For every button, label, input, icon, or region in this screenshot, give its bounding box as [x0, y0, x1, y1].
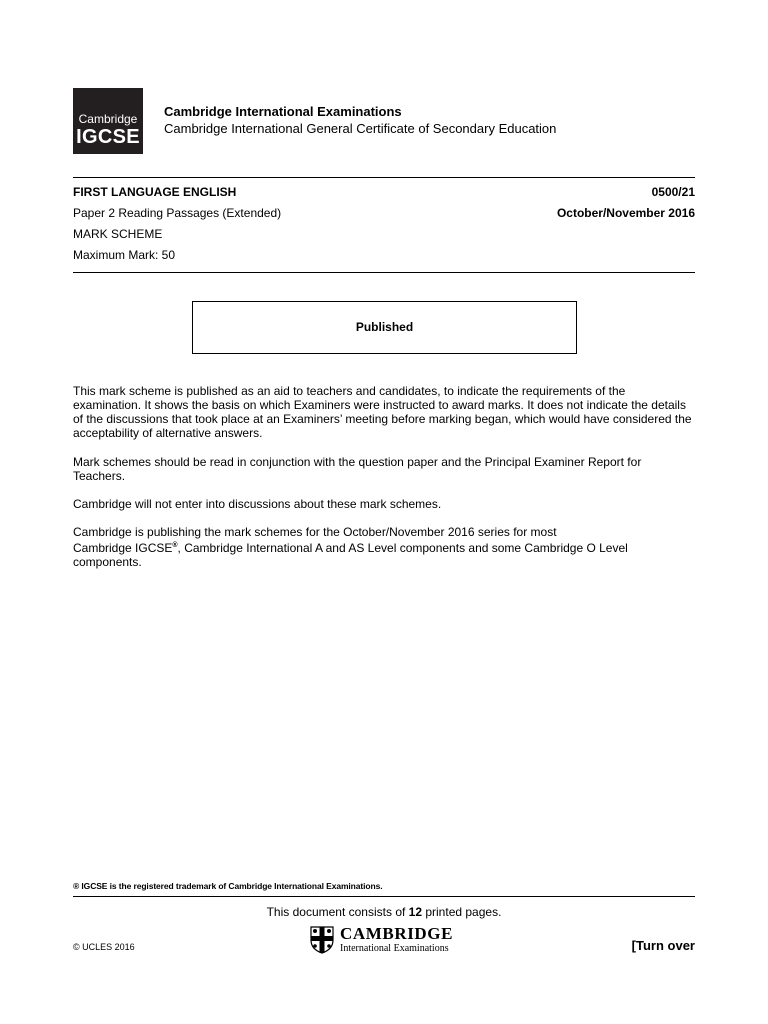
cambridge-wordmark: CAMBRIDGE	[340, 924, 454, 943]
exam-session: October/November 2016	[556, 206, 695, 220]
org-name: Cambridge International Examinations	[164, 104, 402, 119]
page-count	[0, 905, 768, 919]
discussion-paragraph: Cambridge will not enter into discussions about these mark schemes.	[73, 497, 442, 511]
igcse-logo	[73, 88, 143, 154]
divider-footer	[73, 896, 695, 897]
turn-over: [Turn over	[631, 938, 695, 953]
publishing-text-2: Cambridge IGCSE	[73, 541, 173, 555]
paper-title: Paper 2 Reading Passages (Extended)	[73, 206, 282, 220]
page-count-post: printed pages.	[422, 905, 502, 919]
logo-igcse-text: IGCSE	[76, 126, 140, 148]
maximum-mark: Maximum Mark: 50	[73, 248, 176, 262]
trademark-notice: ® IGCSE is the registered trademark of Cambridge International Examinations.	[73, 881, 383, 891]
cambridge-crest-icon	[310, 926, 334, 954]
copyright: © UCLES 2016	[73, 942, 135, 952]
registered-mark: ®	[172, 542, 178, 549]
published-box: Published	[192, 301, 577, 354]
subject-title: FIRST LANGUAGE ENGLISH	[73, 185, 237, 199]
publishing-text-1: Cambridge is publishing the mark schemes for the October/November 2016 series for most	[73, 525, 557, 539]
header-organisation	[164, 104, 556, 137]
intro-paragraph: This mark scheme is published as an aid to teachers and candidates, to indicate the requirements of the examination. It shows the basis on which Examiners were instructed to award marks. It does not indicate the details of the discussions that took place at an Examiners’ meeting before marking began, which would have considered the acceptability of alternative answers.	[73, 384, 692, 440]
logo-cambridge-text: Cambridge	[78, 112, 138, 126]
certificate-name: Cambridge International General Certificate of Secondary Education	[164, 121, 557, 136]
conjunction-paragraph: Mark schemes should be read in conjunction with the question paper and the Principal Examiner Report for Teachers.	[73, 455, 642, 483]
divider-top	[73, 177, 695, 178]
cambridge-subtitle: International Examinations	[340, 943, 449, 954]
page-count-number: 12	[408, 905, 423, 919]
publishing-text-3: , Cambridge International A and AS Level components and some Cambridge O Level components.	[73, 541, 628, 569]
publishing-paragraph	[73, 525, 695, 569]
document-type: MARK SCHEME	[73, 227, 163, 241]
page-count-pre: This document consists of	[266, 905, 409, 919]
divider-middle	[73, 272, 695, 273]
paper-code: 0500/21	[651, 185, 695, 199]
